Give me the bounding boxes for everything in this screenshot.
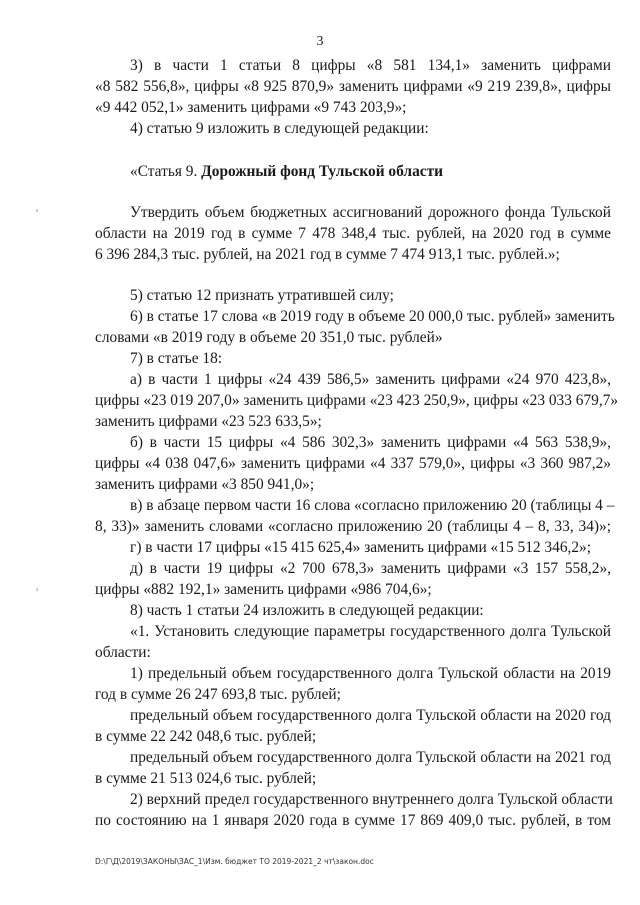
page-number: 3 (316, 34, 324, 49)
text-line: в сумме 22 242 048,6 тыс. рублей; (95, 728, 317, 745)
text-line: 5) статью 12 признать утратившей силу; (130, 287, 394, 304)
text-line: цифры «882 192,1» заменить цифрами «986 704,6»; (95, 581, 432, 598)
text-line: в сумме 21 513 024,6 тыс. рублей; (95, 770, 317, 787)
text-line: д) в части 19 цифры «2 700 678,3» заменить цифрами «3 157 558,2», (130, 560, 611, 577)
text-line: «1. Установить следующие параметры государственного долга Тульской (130, 623, 611, 640)
text-line: 4) статью 9 изложить в следующей редакции: (130, 120, 429, 137)
text-line: 7) в статье 18: (130, 350, 223, 367)
text-line: словами «в 2019 году в объеме 20 351,0 тыс. рублей» (95, 329, 443, 346)
text-line: области: (95, 644, 151, 661)
text-line: заменить цифрами «3 850 941,0»; (95, 476, 315, 493)
text-line: предельный объем государственного долга Тульской области на 2021 год (130, 749, 611, 766)
text-line: по состоянию на 1 января 2020 года в сумме 17 869 409,0 тыс. рублей, в том (95, 812, 611, 829)
text-line: области на 2019 год в сумме 7 478 348,4 тыс. рублей, на 2020 год в сумме (95, 225, 611, 242)
article-heading (130, 162, 443, 181)
text-line: 6) в статье 17 слова «в 2019 году в объеме 20 000,0 тыс. рублей» заменить (130, 308, 615, 325)
text-line: 2) верхний предел государственного внутреннего долга Тульской области (130, 791, 613, 808)
text-line: цифры «4 038 047,6» заменить цифрами «4 337 579,0», цифры «3 360 987,2» (95, 455, 611, 472)
article-heading-prefix: «Статья 9. (130, 163, 202, 180)
text-line: Утвердить объем бюджетных ассигнований дорожного фонда Тульской (130, 204, 611, 221)
text-line: «9 442 052,1» заменить цифрами «9 743 203,9»; (95, 99, 407, 116)
text-line: цифры «23 019 207,0» заменить цифрами «23 423 250,9», цифры «23 033 679,7» (95, 392, 619, 409)
text-line: а) в части 1 цифры «24 439 586,5» заменить цифрами «24 970 423,8», (130, 371, 611, 388)
text-line: заменить цифрами «23 523 633,5»; (95, 413, 322, 430)
text-line: 8, 33)» заменить словами «согласно приложению 20 (таблицы 4 – 8, 33, 34)»; (95, 518, 611, 535)
text-line: «8 582 556,8», цифры «8 925 870,9» заменить цифрами «9 219 239,8», цифры (95, 78, 611, 95)
scan-mark: ' (36, 585, 39, 599)
text-line: год в сумме 26 247 693,8 тыс. рублей; (95, 686, 341, 703)
text-line: в) в абзаце первом части 16 слова «согласно приложению 20 (таблицы 4 – (130, 497, 615, 514)
text-line: г) в части 17 цифры «15 415 625,4» заменить цифрами «15 512 346,2»; (130, 539, 592, 556)
text-line: 1) предельный объем государственного долга Тульской области на 2019 (130, 665, 611, 682)
text-line: б) в части 15 цифры «4 586 302,3» заменить цифрами «4 563 538,9», (130, 434, 611, 451)
text-line: предельный объем государственного долга Тульской области на 2020 год (130, 707, 611, 724)
text-line: 8) часть 1 статьи 24 изложить в следующей редакции: (130, 602, 484, 619)
article-heading-title: Дорожный фонд Тульской области (201, 163, 444, 180)
text-line: 6 396 284,3 тыс. рублей, на 2021 год в сумме 7 474 913,1 тыс. рублей.»; (95, 246, 560, 263)
footer-file-path: D:\Г\Д\2019\ЗАКОНЫ\ЗАС_1\Изм. бюджет ТО 2019-2021_2 чт\закон.doc (95, 857, 374, 866)
text-line: 3) в части 1 статьи 8 цифры «8 581 134,1» заменить цифрами (130, 57, 611, 74)
scan-mark: ' (36, 206, 39, 220)
